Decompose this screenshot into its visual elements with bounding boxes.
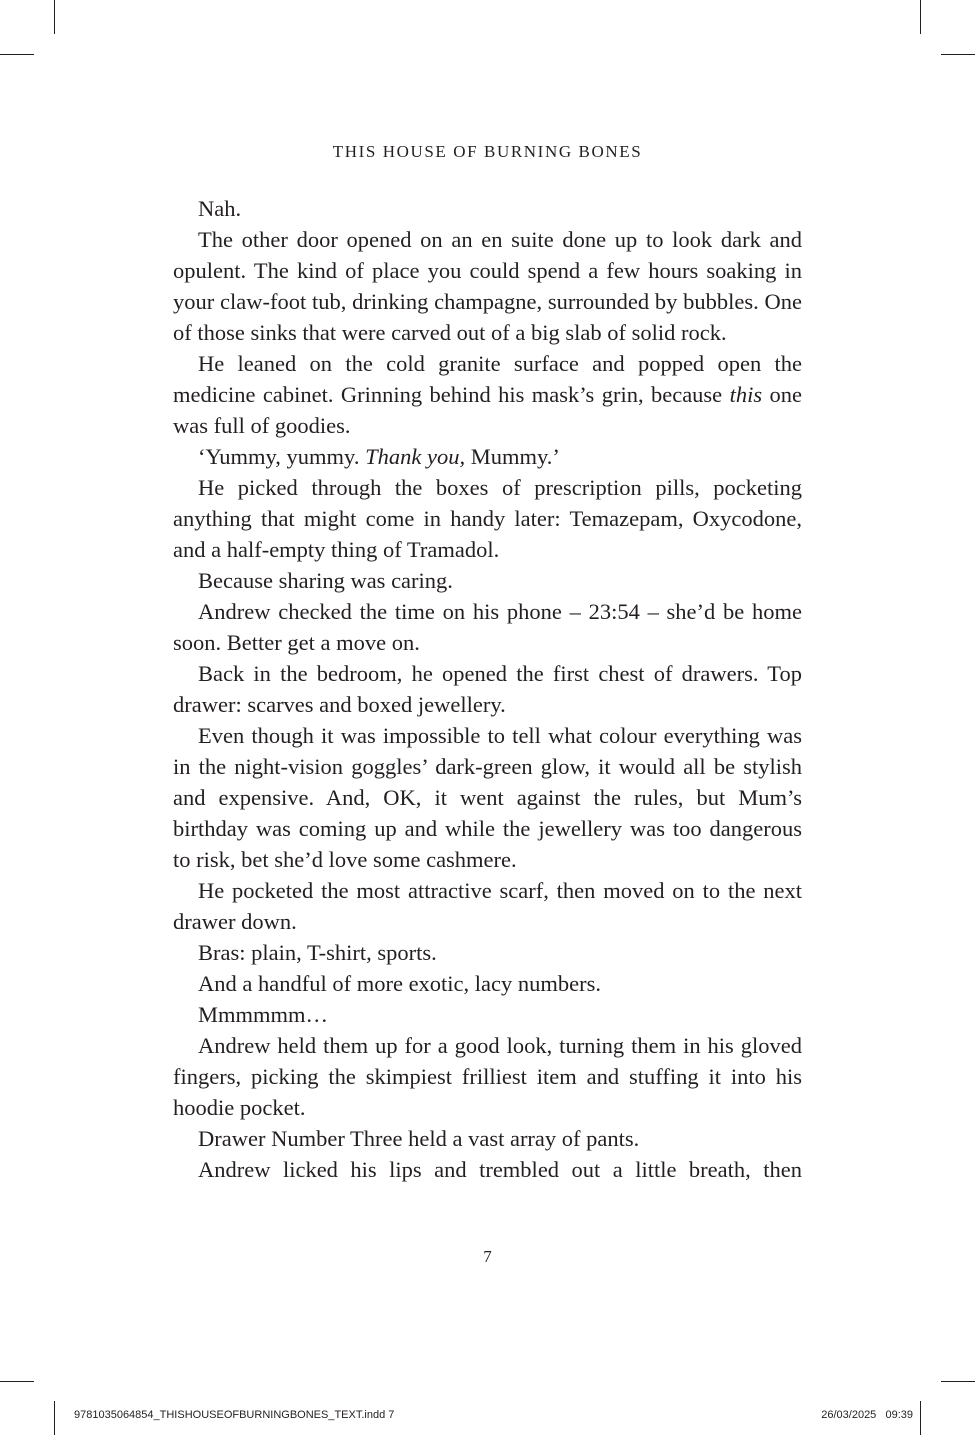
page-number: 7 (483, 1247, 492, 1266)
crop-mark-top-right-h (941, 54, 975, 55)
paragraph: Even though it was impossible to tell what colour everything was in the night-vision goggles’ dark-green glow, it would all be stylish and expensive. And, OK, it went against the rules, but Mum’s birthday was coming up and while the jewellery was too dangerous to risk, bet she’d love some cashmere. (173, 723, 802, 872)
crop-mark-bottom-left (54, 1401, 55, 1435)
paragraph: He picked through the boxes of prescription pills, pocketing anything that might come in handy later: Temazepam, Oxycodone, and a half-empty thing of Tramadol. (173, 475, 802, 562)
paragraph: Mmmmmm… (198, 1002, 329, 1027)
crop-mark-top-left-h (0, 54, 34, 55)
body-text (173, 193, 802, 1185)
emphasis: this (729, 382, 763, 407)
paragraph: He leaned on the cold granite surface and popped open the medicine cabinet. Grinning behind his mask’s grin, because this one was full of goodies. (173, 351, 802, 438)
paragraph: And a handful of more exotic, lacy numbers. (198, 971, 602, 996)
emphasis: Thank you, (365, 444, 466, 469)
paragraph: Andrew licked his lips and trembled out a little breath, then (198, 1157, 802, 1182)
crop-mark-bottom-right-h (941, 1381, 975, 1382)
paragraph: Bras: plain, T-shirt, sports. (198, 940, 437, 965)
crop-mark-bottom-left-h (0, 1381, 34, 1382)
crop-mark-bottom-right (920, 1401, 921, 1435)
paragraph: Back in the bedroom, he opened the first chest of drawers. Top drawer: scarves and boxed jewellery. (173, 661, 802, 717)
crop-mark-top-right (920, 0, 921, 34)
paragraph: Nah. (198, 196, 242, 221)
running-head: THIS HOUSE OF BURNING BONES (332, 142, 643, 161)
paragraph: Andrew checked the time on his phone – 23:54 – she’d be home soon. Better get a move on. (173, 599, 802, 655)
slug-filename: 9781035064854_THISHOUSEOFBURNINGBONES_TEXT.indd 7 (74, 1409, 395, 1421)
paragraph: Because sharing was caring. (198, 568, 453, 593)
paragraph: ‘Yummy, yummy. Thank you, Mummy.’ (198, 444, 560, 469)
paragraph: Andrew held them up for a good look, turning them in his gloved fingers, picking the skimpiest frilliest item and stuffing it into his hoodie pocket. (173, 1033, 802, 1120)
paragraph: He pocketed the most attractive scarf, then moved on to the next drawer down. (173, 878, 802, 934)
paragraph: Drawer Number Three held a vast array of pants. (198, 1126, 640, 1151)
crop-mark-top-left (54, 0, 55, 34)
paragraph: The other door opened on an en suite done up to look dark and opulent. The kind of place you could spend a few hours soaking in your claw-foot tub, drinking champagne, surrounded by bubbles. One of those sinks that were carved out of a big slab of solid rock. (173, 227, 802, 345)
slug-timestamp: 26/03/2025 09:39 (821, 1409, 913, 1421)
